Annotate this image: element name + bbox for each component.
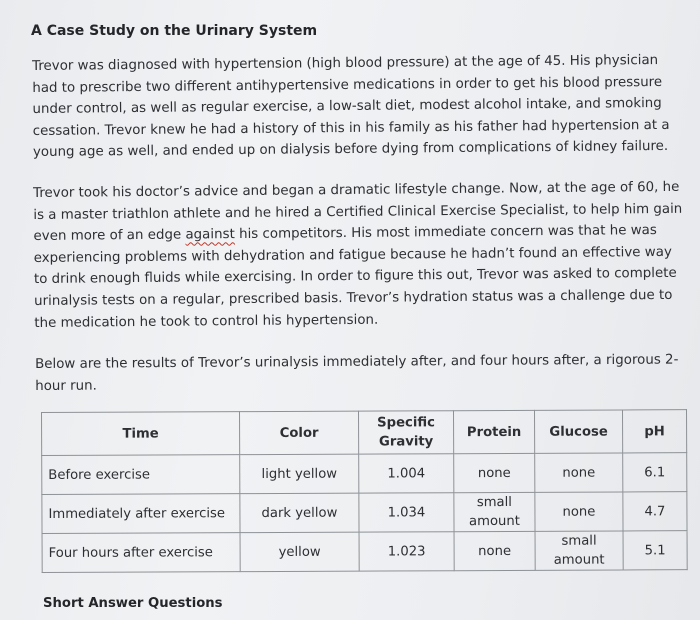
paragraph-lifestyle-part2: his competitors. His most immediate concern was that he was experiencing problems with dehydration and fatigue because he hadn’t found an effective way to drink enough fluids while exercising. In order to figure this out, Trevor was asked to complete urinalysis tests on a regular, prescribed basis. Trevor’s hydration status was a challenge due to the medication he took to control his hypertension. (33, 223, 677, 331)
urinalysis-table-container (41, 409, 687, 573)
header-time: Time (42, 412, 240, 456)
cell-color: light yellow (240, 454, 359, 494)
cell-time: Immediately after exercise (42, 494, 240, 534)
spellcheck-marked-word: against (185, 227, 235, 243)
cell-ph: 4.7 (623, 492, 687, 531)
cell-time: Before exercise (42, 455, 240, 495)
header-specific-gravity: Specific Gravity (358, 411, 453, 454)
header-glucose: Glucose (534, 410, 622, 453)
cell-specific-gravity: 1.034 (359, 493, 454, 532)
cell-ph: 6.1 (623, 453, 687, 492)
urinalysis-table (41, 409, 688, 573)
header-ph: pH (622, 410, 686, 453)
cell-glucose: none (535, 453, 623, 492)
paragraph-diagnosis: Trevor was diagnosed with hypertension (high blood pressure) at the age of 45. His physician had to prescribe two different antihypertensive medications in order to get his blood pressure under control, as well as regular exercise, a low-salt diet, modest alcohol intake, and smoking cessation. Trevor knew he had a history of this in his family as his father had hypertension at a young age as well, and ended up on dialysis before dying from complications of kidney failure. (32, 52, 670, 161)
table-row (42, 453, 687, 495)
cell-protein: none (454, 453, 535, 492)
paragraph-results-intro: Below are the results of Trevor’s urinalysis immediately after, and four hours after, a rigorous 2-hour run. (35, 352, 679, 394)
cell-glucose: none (535, 492, 623, 531)
section-heading-short-answer: Short Answer Questions (43, 596, 223, 611)
cell-specific-gravity: 1.023 (359, 532, 454, 571)
cell-protein: none (454, 531, 535, 570)
cell-color: yellow (240, 532, 359, 572)
table-row (42, 492, 687, 534)
paragraph-lifestyle (33, 177, 689, 334)
cell-color: dark yellow (240, 493, 359, 533)
cell-glucose: small amount (535, 531, 623, 570)
document-title: A Case Study on the Urinary System (31, 23, 318, 39)
cell-time: Four hours after exercise (42, 533, 240, 573)
table-row (42, 531, 687, 573)
cell-specific-gravity: 1.004 (359, 454, 454, 493)
table-header-row (42, 410, 687, 456)
header-protein: Protein (453, 410, 534, 453)
cell-protein: small amount (454, 492, 535, 531)
header-color: Color (240, 411, 359, 455)
paragraph-lifestyle-part1: Trevor took his doctor’s advice and began a dramatic lifestyle change. Now, at the age of 60, he is a master triathlon athlete and he hired a Certified Clinical Exercise Specialist, to help him gain even more of an edge (33, 179, 683, 245)
cell-ph: 5.1 (623, 531, 687, 570)
